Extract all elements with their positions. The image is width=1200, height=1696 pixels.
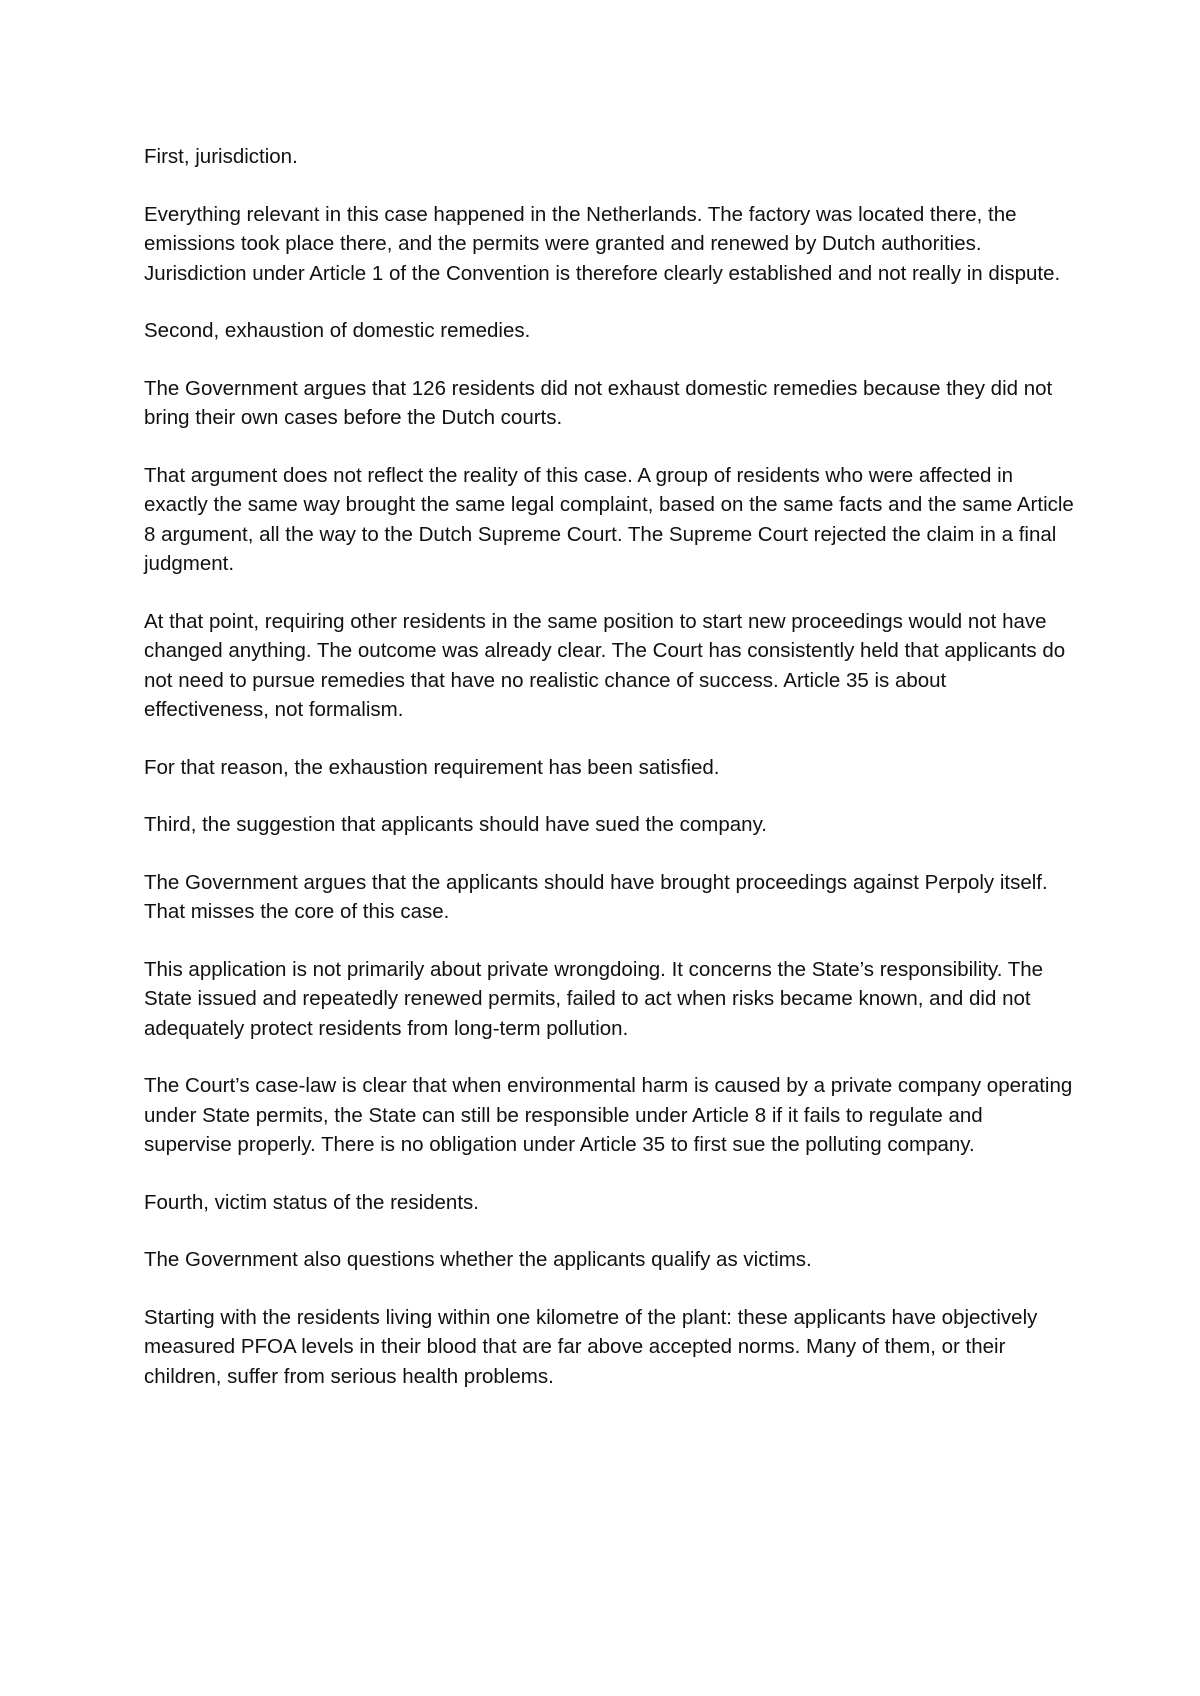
paragraph-supreme-court: That argument does not reflect the reality of this case. A group of residents who were affected in exactly the same way brought the same legal complaint, based on the same facts and the same Article 8 argument, all the way to the Dutch Supreme Court. The Supreme Court rejected the claim in a final judgment. <box>144 463 1074 575</box>
heading-victim-status: Fourth, victim status of the residents. <box>144 1190 479 1214</box>
paragraph-case-law: The Court’s case-law is clear that when environmental harm is caused by a private company operating under State permits, the State can still be responsible under Article 8 if it fails to regulate and supervise properly. There is no obligation under Article 35 to first sue the polluting company. <box>144 1074 1073 1156</box>
heading-jurisdiction: First, jurisdiction. <box>144 145 298 168</box>
paragraph-state-responsibility: This application is not primarily about private wrongdoing. It concerns the State’s responsibility. The State issued and repeatedly renewed permits, failed to act when risks became known, and did not adequately protect residents from long-term pollution. <box>144 957 1044 1040</box>
paragraph-victims-question: The Government also questions whether the applicants qualify as victims. <box>144 1248 812 1271</box>
paragraph-government-argument-126: The Government argues that 126 residents did not exhaust domestic remedies because they did not bring their own cases before the Dutch courts. <box>144 376 1053 429</box>
paragraph-exhaustion-satisfied: For that reason, the exhaustion requirement has been satisfied. <box>144 755 720 779</box>
paragraph-perpoly: The Government argues that the applicants should have brought proceedings against Perpoly itself. That misses the core of this case. <box>144 870 1048 923</box>
paragraph-pfoa-levels: Starting with the residents living within one kilometre of the plant: these applicants have objectively measured PFOA levels in their blood that are far above accepted norms. Many of them, or their children, suffer from serious health problems. <box>144 1305 1038 1388</box>
paragraph-jurisdiction: Everything relevant in this case happened in the Netherlands. The factory was located there, the emissions took place there, and the permits were granted and renewed by Dutch authorities. Jurisdiction under Article 1 of the Convention is therefore clearly established and not really in dispute. <box>144 202 1061 285</box>
heading-sue-company: Third, the suggestion that applicants should have sued the company. <box>144 813 767 836</box>
heading-exhaustion: Second, exhaustion of domestic remedies. <box>144 319 531 342</box>
document-body <box>144 142 1074 1419</box>
paragraph-effectiveness: At that point, requiring other residents in the same position to start new proceedings would not have changed anything. The outcome was already clear. The Court has consistently held that applicants do not need to pursue remedies that have no realistic chance of success. Article 35 is about effectiveness, not formalism. <box>144 609 1066 721</box>
